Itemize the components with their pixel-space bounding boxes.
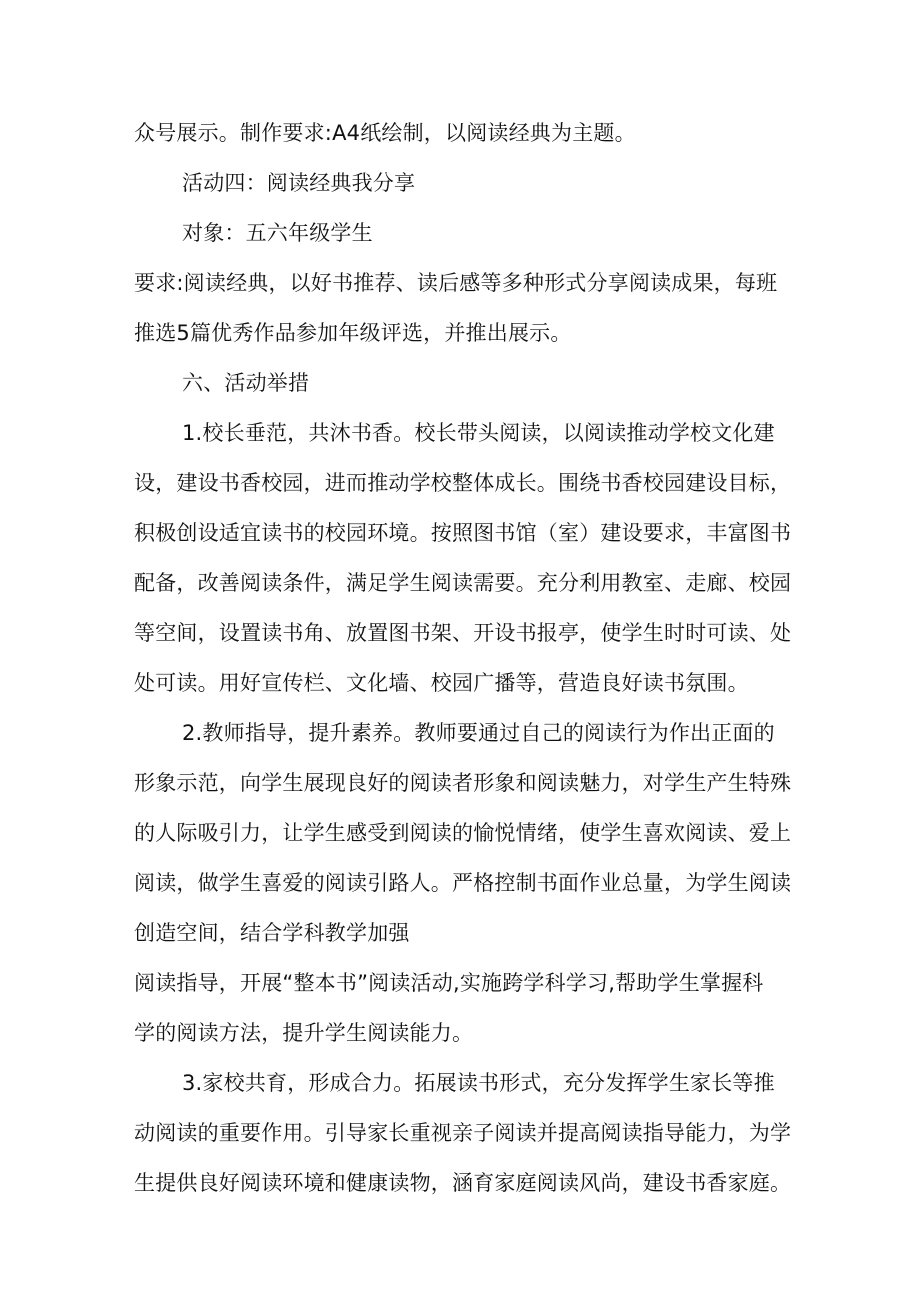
text-line: 2.教师指导，提升素养。教师要通过自己的阅读行为作出正面的	[182, 721, 775, 745]
text-line: 积极创设适宜读书的校园环境。按照图书馆（室）建设要求，丰富图书	[134, 521, 792, 545]
text-line: 阅读指导，开展“整本书”阅读活动,实施跨学科学习,帮助学生掌握科	[134, 971, 764, 995]
text-line: 3.家校共育，形成合力。拓展读书形式，充分发挥学生家长等推	[182, 1071, 775, 1095]
text-line: 对象：五六年级学生	[182, 221, 373, 245]
text-line: 设，建设书香校园，进而推动学校整体成长。围绕书香校园建设目标，	[134, 471, 792, 495]
text-line: 等空间，设置读书角、放置图书架、开设书报亭，使学生时时可读、处	[134, 621, 792, 645]
text-line: 的人际吸引力，让学生感受到阅读的愉悦情绪，使学生喜欢阅读、爱上	[134, 821, 792, 845]
text-line: 处可读。用好宣传栏、文化墙、校园广播等，营造良好读书氛围。	[134, 671, 749, 695]
text-line: 创造空间，结合学科教学加强	[134, 921, 410, 945]
text-line: 形象示范，向学生展现良好的阅读者形象和阅读魅力，对学生产生特殊	[134, 771, 792, 795]
text-line: 要求:阅读经典，以好书推荐、读后感等多种形式分享阅读成果，每班	[134, 271, 778, 295]
text-line: 众号展示。制作要求:A4纸绘制，以阅读经典为主题。	[134, 121, 636, 145]
text-line: 生提供良好阅读环境和健康读物，涵育家庭阅读风尚，建设书香家庭。	[134, 1171, 792, 1195]
text-line: 阅读，做学生喜爱的阅读引路人。严格控制书面作业总量，为学生阅读	[134, 871, 792, 895]
text-line: 动阅读的重要作用。引导家长重视亲子阅读并提高阅读指导能力，为学	[134, 1121, 792, 1145]
text-line: 配备，改善阅读条件，满足学生阅读需要。充分利用教室、走廊、校园	[134, 571, 792, 595]
section-heading: 六、活动举措	[182, 371, 310, 395]
text-line: 学的阅读方法，提升学生阅读能力。	[134, 1021, 474, 1045]
text-line: 1.校长垂范，共沐书香。校长带头阅读，以阅读推动学校文化建	[182, 421, 775, 445]
text-line: 推选5篇优秀作品参加年级评选，并推出展示。	[134, 321, 572, 345]
text-line: 活动四：阅读经典我分享	[182, 171, 416, 195]
